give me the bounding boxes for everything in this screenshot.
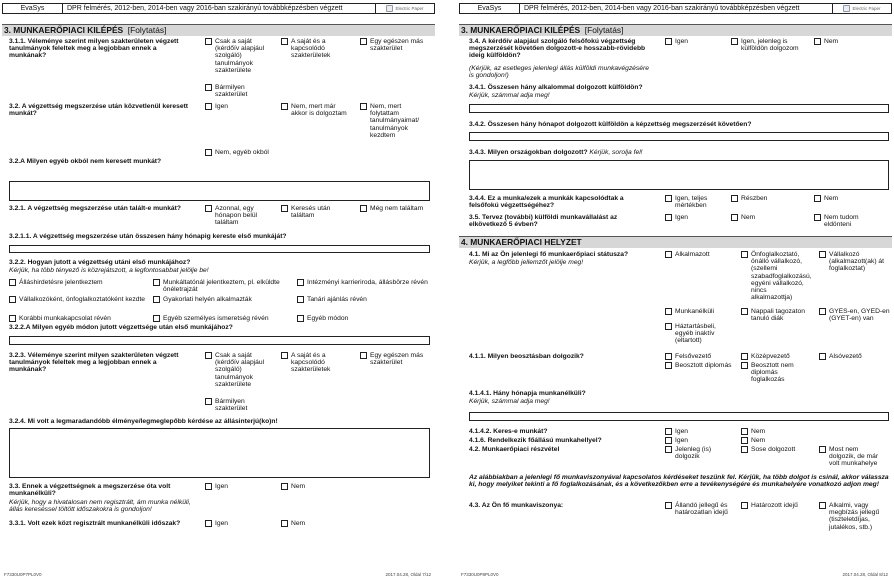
option-label: Igen (675, 38, 689, 45)
option-label: Beosztott nem diplomás foglalkozás (751, 362, 794, 384)
question-hint: (Kérjük, az esetleges jelenlegi állás külföldi munkavégzésére is gondoljon!) (469, 65, 649, 80)
option-label: Részben (741, 195, 768, 202)
section-name: 3. MUNKAERŐPIACI KILÉPÉS (4, 25, 124, 35)
question-3-2-3: 3.2.3. Véleménye szerint milyen szakterületen végzett tanulmányok feleltek meg a legjobban ennek a munkának? (9, 352, 179, 374)
checkbox[interactable] (205, 520, 212, 527)
section-title (459, 24, 892, 36)
footer-code: F7330U0P7PL0V0 (4, 572, 42, 577)
checkbox[interactable] (819, 446, 826, 453)
checkbox[interactable] (814, 195, 821, 202)
question-4-1-4-2: 4.1.4.2. Keres-e munkát? (469, 428, 548, 435)
option-label: Nem tudom eldönteni (824, 214, 859, 229)
option-label: Nem (824, 195, 839, 202)
checkbox[interactable] (360, 205, 367, 212)
text-field[interactable] (9, 245, 430, 253)
question-4-1-6: 4.1.6. Rendelkezik főállású munkahellyel? (469, 437, 602, 444)
checkbox[interactable] (153, 315, 160, 322)
question-4-1: 4.1. Mi az Ön jelenlegi fő munkaerőpiaci státusza? (469, 251, 629, 258)
question-3-4-2: 3.4.2. Összesen hány hónapot dolgozott külföldön a képzettség megszerzését követően? (469, 121, 752, 128)
checkbox[interactable] (819, 353, 826, 360)
checkbox[interactable] (9, 296, 16, 303)
question-hint: Kérjük, hogy a hivatalosan nem regisztrált, ám munka nélküli, állás kereséssel töltött időszakokra is gondoljon! (9, 499, 191, 514)
option-label: Igen (675, 214, 689, 221)
checkbox[interactable] (153, 279, 160, 286)
option-label: Nappali tagozaton tanuló diák (751, 308, 805, 323)
question-3-2-1-1: 3.2.1.1. A végzettség megszerzése után összesen hány hónapig kereste első munkáját? (9, 233, 287, 240)
option-label: Állandó jellegű és határozatlan idejű (675, 502, 728, 517)
option-label: Nem (291, 483, 306, 490)
option-label: Igen (675, 437, 689, 444)
checkbox[interactable] (281, 38, 288, 45)
checkbox[interactable] (205, 398, 212, 405)
checkbox[interactable] (665, 437, 672, 444)
option-label: Egyéb módon (307, 315, 349, 322)
checkbox[interactable] (9, 279, 16, 286)
option-label: Igen (675, 428, 689, 435)
checkbox[interactable] (665, 38, 672, 45)
footer-page: 2017.04.28, Oldal 7/12 (385, 572, 431, 577)
option-label: Igen, jelenleg is külföldön dolgozom (741, 38, 799, 53)
electric-paper-logo (833, 4, 891, 13)
survey-title: DPR felmérés, 2012-ben, 2014-ben vagy 2016-ban szakirányú továbbképzésben végzett (520, 4, 833, 13)
option-label: Nem (751, 428, 766, 435)
section-continuation: [Folytatás] (127, 25, 167, 35)
app-name: EvaSys (460, 4, 520, 13)
option-label: Alsóvezető (829, 353, 862, 360)
checkbox[interactable] (665, 353, 672, 360)
checkbox[interactable] (741, 362, 748, 369)
checkbox[interactable] (205, 38, 212, 45)
checkbox[interactable] (297, 296, 304, 303)
checkbox[interactable] (665, 428, 672, 435)
text-area[interactable] (9, 428, 430, 478)
section-title: 4. MUNKAERŐPIACI HELYZET (459, 236, 892, 248)
checkbox[interactable] (360, 103, 367, 110)
page-left (0, 0, 437, 580)
option-label: Igen, teljes mértékben (675, 195, 708, 210)
checkbox[interactable] (731, 214, 738, 221)
option-label: Bármilyen szakterület (215, 84, 248, 99)
option-label: Egy egészen más szakterület (370, 38, 424, 53)
checkbox[interactable] (297, 315, 304, 322)
checkbox[interactable] (281, 483, 288, 490)
option-label: Csak a saját (kérdőív alapjául szolgáló) tanulmányok szakterülete (215, 38, 265, 74)
option-label: Határozott idejű (751, 502, 798, 509)
option-label: Munkáltatónál jelentkeztem, pl. elküldte önéletrajzát (163, 279, 280, 294)
option-label: Most nem dolgozik, de már volt munkahelye (829, 446, 879, 468)
page-right (457, 0, 894, 580)
checkbox[interactable] (665, 502, 672, 509)
option-label: Önfoglalkoztató, önálló vállalkozó, (szellemi szabadfoglalkozású, egyéni vállalkozó, nincs alkalmazottja) (751, 251, 812, 302)
checkbox[interactable] (665, 214, 672, 221)
checkbox[interactable] (205, 149, 212, 156)
text-field[interactable] (9, 336, 430, 345)
checkbox[interactable] (741, 446, 748, 453)
option-label: Nem (291, 520, 306, 527)
option-label: Azonnal, egy hónapon belül találtam (215, 205, 258, 227)
checkbox[interactable] (741, 251, 748, 258)
checkbox[interactable] (819, 308, 826, 315)
checkbox[interactable] (665, 308, 672, 315)
checkbox[interactable] (153, 296, 160, 303)
text-field[interactable] (9, 181, 430, 201)
text-field[interactable] (469, 412, 889, 421)
option-label: Nem, mert már akkor is dolgoztam (291, 103, 347, 118)
question-4-1-4-1: 4.1.4.1. Hány hónapja munkanélküli? (469, 390, 586, 397)
checkbox[interactable] (731, 195, 738, 202)
checkbox[interactable] (281, 205, 288, 212)
checkbox[interactable] (205, 84, 212, 91)
survey-title: DPR felmérés, 2012-ben, 2014-ben vagy 2016-ban szakirányú továbbképzésben végzett (63, 4, 376, 13)
option-label: Középvezető (751, 353, 790, 360)
text-area[interactable] (469, 160, 889, 190)
option-label: Sose dolgozott (751, 446, 796, 453)
option-label: Intézményi karrieriroda, állásbörze révén (307, 279, 428, 286)
checkbox[interactable] (741, 437, 748, 444)
checkbox[interactable] (665, 362, 672, 369)
checkbox[interactable] (819, 251, 826, 258)
option-label: Igen (215, 520, 229, 527)
logo-icon (843, 5, 850, 12)
section-title (2, 24, 435, 36)
question-hint: Kérjük, számmal adja meg! (469, 92, 550, 99)
text-field[interactable] (469, 104, 889, 113)
checkbox[interactable] (360, 38, 367, 45)
checkbox[interactable] (741, 428, 748, 435)
option-label: Vállalkozóként, önfoglalkoztatóként kezdte (19, 296, 146, 303)
option-label: Bármilyen szakterület (215, 398, 248, 413)
logo-text: Electric Paper (395, 6, 424, 11)
option-label: Beosztott diplomás (675, 362, 732, 369)
question-hint: Kérjük, a legfőbb jellemzőt jelölje meg! (469, 259, 584, 266)
question-3-3-1: 3.3.1. Volt ezek közt regisztrált munkanélküli időszak? (9, 520, 181, 527)
question-3-2-1: 3.2.1. A végzettség megszerzése után talált-e munkát? (9, 205, 181, 212)
option-label: Munkanélküli (675, 308, 715, 315)
question-3-4-4: 3.4.4. Ez a munka/ezek a munkák kapcsolódtak a felsőfokú végzettségéhez? (469, 195, 624, 210)
question-3-3: 3.3. Ennek a végzettségnek a megszerzése óta volt munkanélküli? (9, 483, 171, 498)
page-header (459, 3, 892, 14)
option-label: Alkalmi, vagy megbízás jellegű (tiszteletdíjas, jutalékos, stb.) (829, 502, 880, 531)
checkbox[interactable] (205, 483, 212, 490)
question-3-5: 3.5. Tervez (további) külföldi munkavállalást az elkövetkező 5 évben? (469, 214, 618, 229)
question-4-2: 4.2. Munkaerőpiaci részvétel (469, 446, 560, 453)
option-label: Nem (824, 38, 839, 45)
checkbox[interactable] (665, 323, 672, 330)
option-label: Nem (741, 214, 756, 221)
checkbox[interactable] (665, 251, 672, 258)
question-3-2-2: 3.2.2. Hogyan jutott a végzettség utáni első munkájához? (9, 259, 191, 266)
logo-icon (386, 5, 393, 12)
checkbox[interactable] (281, 103, 288, 110)
option-label: Alkalmazott (675, 251, 710, 258)
instruction-note: Az alábbiakban a jelenlegi fő munkaviszonyával kapcsolatos kérdéseket teszünk fel. Kérjük, ha több dolgot is csinál, akkor válassza ki, hogy melyiket tekinti a fő foglalkozásának, és a következőkben erre a tevékenységére és munkahelyére vonatkozó adjon meg! (469, 474, 889, 489)
checkbox[interactable] (665, 446, 672, 453)
question-4-1-1: 4.1.1. Milyen beosztásban dolgozik? (469, 353, 584, 360)
checkbox[interactable] (360, 352, 367, 359)
checkbox[interactable] (281, 352, 288, 359)
option-label: A saját és a kapcsolódó szakterületek (291, 38, 331, 60)
option-label: Vállalkozó (alkalmazott(ak) át foglalkoztat) (829, 251, 885, 273)
text-field[interactable] (469, 132, 889, 141)
option-label: Gyakorlati helyén alkalmazták (163, 296, 252, 303)
checkbox[interactable] (741, 502, 748, 509)
section-continuation: [Folytatás] (584, 25, 624, 35)
option-label: Csak a saját (kérdőív alapjául szolgáló) tanulmányok szakterülete (215, 352, 265, 388)
option-label: Felsővezető (675, 353, 712, 360)
option-label: Még nem találtam (370, 205, 424, 212)
page-header (2, 3, 435, 14)
footer-code: F7330U0P8PL0V0 (461, 572, 499, 577)
checkbox[interactable] (665, 195, 672, 202)
question-text: 3.4.3. Milyen országokban dolgozott? (469, 149, 588, 156)
option-label: Egy egészen más szakterület (370, 352, 424, 367)
checkbox[interactable] (297, 279, 304, 286)
option-label: Tanári ajánlás révén (307, 296, 367, 303)
question-3-4: 3.4. A kérdőív alapjául szolgáló felsőfokú végzettség megszerzését követően dolgozott-e hosszabb-rövidebb ideig külföldön? (469, 38, 646, 60)
question-4-3: 4.3. Az Ön fő munkaviszonya: (469, 502, 564, 509)
checkbox[interactable] (741, 353, 748, 360)
option-label: Háztartásbeli, egyéb inaktív (eltartott) (675, 323, 716, 345)
option-label: Igen (215, 483, 229, 490)
option-label: Álláshirdetésre jelentkeztem (19, 279, 103, 286)
option-label: Egyéb személyes ismeretség révén (163, 315, 269, 322)
option-label: GYES-en, GYED-en (GYET-en) van (829, 308, 890, 323)
option-label: Nem, egyéb okból (215, 149, 269, 156)
question-3-2-a: 3.2.A Milyen egyéb okból nem keresett munkát? (9, 158, 162, 165)
question-3-2: 3.2. A végzettség megszerzése után közvetlenül keresett munkát? (9, 103, 189, 118)
checkbox[interactable] (731, 38, 738, 45)
option-label: A saját és a kapcsolódó szakterületek (291, 352, 331, 374)
section-name: 3. MUNKAERŐPIACI KILÉPÉS (461, 25, 581, 35)
checkbox[interactable] (9, 315, 16, 322)
question-3-2-2-a: 3.2.2.A Milyen egyéb módon jutott végzettsége után első munkájához? (9, 324, 233, 331)
footer-page: 2017.04.28, Oldal 8/12 (842, 572, 888, 577)
option-label: Jelenleg (is) dolgozik (675, 446, 712, 461)
question-3-1-1: 3.1.1. Véleménye szerint milyen szakterületen végzett tanulmányok feleltek meg a legjobban ennek a munkának? (9, 38, 179, 60)
electric-paper-logo (376, 4, 434, 13)
option-label: Nem (751, 437, 766, 444)
question-hint: Kérjük, ha több tényező is közrejátszott, a legfontosabbat jelölje be! (9, 267, 209, 274)
question-3-2-4: 3.2.4. Mi volt a legmaradandóbb élménye/legmeglepőbb kérdése az állásinterjú(ko)n! (9, 418, 278, 425)
option-label: Nem, mert folytattam tanulmányaimat/ tanulmányok kezdtem (370, 103, 420, 139)
app-name: EvaSys (3, 4, 63, 13)
question-3-4-1: 3.4.1. Összesen hány alkalommal dolgozott külföldön? (469, 84, 643, 91)
option-label: Korábbi munkakapcsolat révén (19, 315, 111, 322)
checkbox[interactable] (741, 308, 748, 315)
question-3-4-3 (469, 149, 643, 156)
question-hint: Kérjük, számmal adja meg! (469, 398, 550, 405)
question-hint: Kérjük, sorolja fel! (589, 149, 643, 156)
checkbox[interactable] (205, 205, 212, 212)
checkbox[interactable] (205, 103, 212, 110)
checkbox[interactable] (814, 38, 821, 45)
checkbox[interactable] (814, 214, 821, 221)
checkbox[interactable] (205, 352, 212, 359)
option-label: Igen (215, 103, 229, 110)
option-label: Keresés után találtam (291, 205, 331, 220)
logo-text: Electric Paper (852, 6, 881, 11)
page-gap (437, 0, 457, 580)
checkbox[interactable] (281, 520, 288, 527)
checkbox[interactable] (819, 502, 826, 509)
